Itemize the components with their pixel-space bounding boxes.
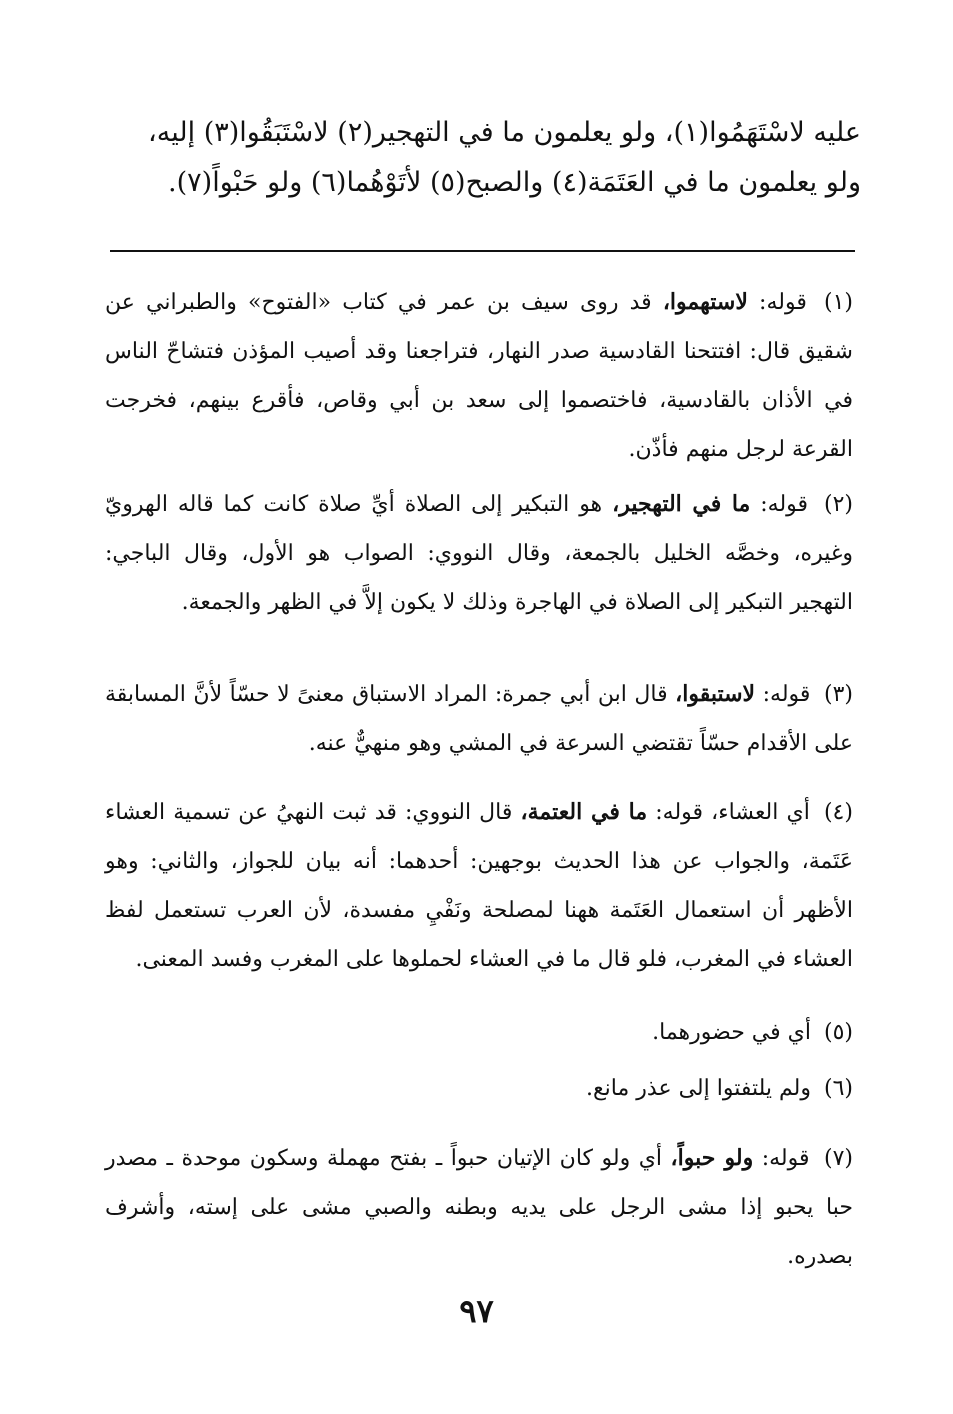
- footnote-text: قال النووي: قد ثبت النهيُ عن تسمية العشاء عَتَمة، والجواب عن هذا الحديث بوجهين: أحدهما: أنه بيان للجواز، والثاني: وهو الأظهر أن استعمال العَتَمة ههنا لمصلحة ونَفْيِ مفسدة، لأن العرب تستعمل لفظ العشاء في المغرب، فلو قال ما في العشاء لحملوها على المغرب وفسد المعنى.: [105, 800, 853, 972]
- footnote-intro: أي العشاء، قوله:: [655, 800, 810, 825]
- footnote-text: هو التبكير إلى الصلاة أيِّ صلاة كانت كما قاله الهرويّ وغيره، وخصَّه الخليل بالجمعة، وقال النووي: الصواب هو الأول، وقال الباجي: التهجير التبكير إلى الصلاة في الهاجرة وذلك لا يكون إلاَّ في الظهر والجمعة.: [105, 492, 853, 615]
- footnote-number: (٧): [824, 1146, 854, 1171]
- footnote-4: [105, 788, 853, 984]
- footnote-5: [105, 1008, 853, 1057]
- footnote-intro: قوله:: [762, 682, 811, 707]
- page-number: ٩٧: [459, 1292, 494, 1330]
- footnote-intro: قوله:: [761, 1146, 810, 1171]
- footnote-number: (٤): [823, 800, 853, 825]
- footnote-number: (٢): [824, 492, 854, 517]
- footnote-intro: قوله:: [759, 290, 807, 315]
- footnote-number: (١): [824, 290, 854, 315]
- footnote-text: قد روى سيف بن عمر في كتاب «الفتوح» والطبراني عن شقيق قال: افتتحنا القادسية صدر النهار، فتراجعنا وقد أصيب المؤذن فتشاحّ الناس في الأذان بالقادسية، فاختصموا إلى سعد بن أبي وقاص، فأقرع بينهم، فخرجت القرعة لرجل منهم فأذّن.: [105, 290, 853, 462]
- footnote-lemma: ما في العتمة،: [520, 799, 648, 825]
- footnote-2: [105, 480, 853, 627]
- footnote-number: (٦): [823, 1076, 853, 1101]
- main-text-line: عليه لاسْتَهَمُوا(١)، ولو يعلمون ما في التهجير(٢) لاسْتَبَقُوا(٣) إليه،: [148, 117, 861, 148]
- footnote-text: أي ولو كان الإتيان حبواً ـ بفتح مهملة وسكون موحدة ـ مصدر حبا يحبو إذا مشى الرجل على يديه وبطنه والصبي مشى على إسته، وأشرف بصدره.: [105, 1146, 853, 1269]
- footnote-number: (٣): [823, 682, 853, 707]
- footnote-lemma: لاستبقوا،: [675, 681, 756, 707]
- footnote-6: [105, 1064, 853, 1113]
- footnote-number: (٥): [823, 1020, 853, 1045]
- main-text-line: ولو يعلمون ما في العَتَمَة(٤) والصبح(٥) لأتَوْهُما(٦) ولو حَبْواً(٧).: [168, 167, 861, 198]
- footnote-1: [105, 278, 853, 474]
- footnote-separator: [110, 250, 855, 252]
- footnote-text: ولم يلتفتوا إلى عذر مانع.: [585, 1076, 811, 1101]
- footnote-intro: قوله:: [760, 492, 809, 517]
- footnote-lemma: ما في التهجير،: [612, 491, 751, 517]
- footnote-3: [105, 670, 853, 768]
- main-text: [96, 108, 861, 208]
- footnote-text: قال ابن أبي جمرة: المراد الاستباق معنىً لا حسّاً لأنَّ المسابقة على الأقدام حسّاً تقتضي السرعة في المشي وهو منهيٌّ عنه.: [105, 682, 853, 756]
- footnote-lemma: لاستهموا،: [662, 289, 748, 315]
- footnote-lemma: ولو حبواً،: [670, 1145, 754, 1171]
- footnote-7: [105, 1134, 853, 1281]
- footnote-text: أي في حضورهما.: [652, 1020, 811, 1045]
